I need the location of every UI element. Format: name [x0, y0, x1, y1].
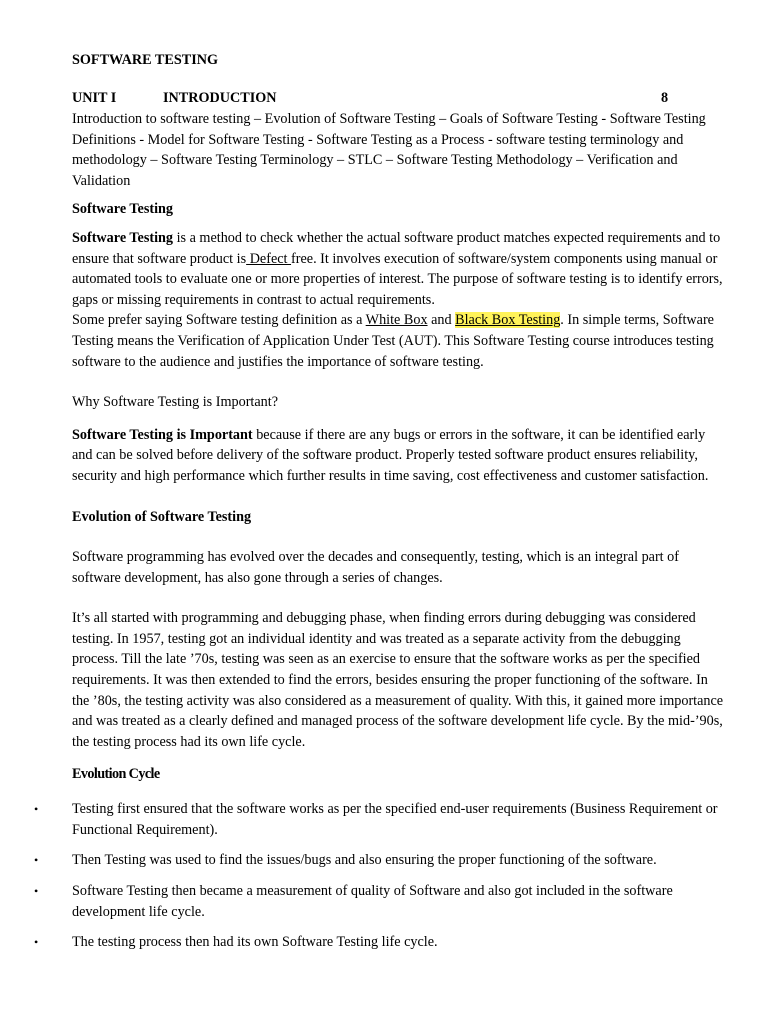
- unit-hours: 8: [661, 90, 669, 106]
- why-paragraph: [72, 425, 724, 487]
- unit-header: [72, 88, 724, 109]
- list-item: • Testing first ensured that the software works as per the specified end-user requirements (Business Requirement or Functional Requirement).: [34, 801, 718, 838]
- syllabus-paragraph: Introduction to software testing – Evolution of Software Testing – Goals of Software Testing - Software Testing Definitions - Model for Software Testing - Software Testing as a Process - software testing terminology and methodology – Software Testing Terminology – STLC – Software Testing Methodology – Verification and Validation: [72, 111, 706, 189]
- section-heading-evolution: Evolution of Software Testing: [72, 508, 252, 525]
- evolution-paragraph-1: Software programming has evolved over the decades and consequently, testing, which is an integral part of software development, has also gone through a series of changes.: [72, 549, 679, 586]
- box-text-mid: and: [427, 312, 456, 329]
- bullet-icon: •: [34, 935, 39, 950]
- definition-term: Software Testing: [72, 229, 174, 246]
- why-bold-term: Software Testing is Important: [72, 426, 253, 443]
- evolution-cycle-list: [34, 799, 724, 953]
- list-item: • The testing process then had its own Software Testing life cycle.: [72, 932, 724, 953]
- evolution-paragraph-2: It’s all started with programming and debugging phase, when finding errors during debugging was considered testing. In 1957, testing got an individual identity and was treated as a separate activity from the debugging process. Till the late ’70s, testing was seen as an exercise to ensure that the software works as per the specified requirements. It was then extended to find the errors, besides ensuring the proper functioning of the software. In the ’80s, the testing activity was also considered as a measurement of quality. With this, it gained more importance and was treated as a clearly defined and managed process of the software development life cycle. By the mid-’90s, the testing process had its own life cycle.: [72, 610, 724, 750]
- bullet-icon: •: [34, 802, 39, 817]
- box-text-a: Some prefer saying Software testing definition as a: [72, 312, 366, 329]
- list-item: • Software Testing then became a measurement of quality of Software and also got included in the software development life cycle.: [34, 883, 673, 920]
- definition-text-a: is a method to check whether the actual software product matches expected requirements and to ensure that software product is: [72, 229, 721, 267]
- why-question: Why Software Testing is Important?: [72, 394, 278, 411]
- box-text-b: . In simple terms, Software Testing means the Verification of Application Under Test (AUT). This Software Testing course introduces testing software to the audience and justifies the importance of software testing.: [72, 312, 714, 370]
- defect-link[interactable]: Defect: [246, 250, 292, 267]
- bullet-icon: •: [34, 884, 39, 898]
- section-heading-evolution-cycle: Evolution Cycle: [72, 766, 160, 783]
- bullet-icon: •: [34, 853, 39, 868]
- unit-label: UNIT I: [72, 90, 117, 106]
- document-page: [34, 50, 724, 963]
- black-box-testing-link[interactable]: Black Box Testing: [455, 312, 561, 329]
- definition-paragraph: [72, 228, 724, 310]
- white-box-link[interactable]: White Box: [365, 312, 428, 329]
- unit-name: INTRODUCTION: [163, 90, 277, 106]
- course-title: SOFTWARE TESTING: [72, 52, 218, 68]
- definition-text-b: free. It involves execution of software/system components using manual or automated tools to evaluate one or more properties of interest. The purpose of software testing is to identify errors, gaps or missing requirements in contrast to actual requirements.: [72, 250, 723, 308]
- list-item: • Then Testing was used to find the issues/bugs and also ensuring the proper functioning of the software.: [72, 850, 724, 871]
- section-heading-software-testing: Software Testing: [72, 201, 174, 218]
- why-text: because if there are any bugs or errors in the software, it can be identified early and can be solved before delivery of the software product. Properly tested software product ensures reliability, security and high performance which further results in time saving, cost effectiveness and customer satisfaction.: [72, 426, 709, 484]
- box-testing-paragraph: [72, 310, 724, 372]
